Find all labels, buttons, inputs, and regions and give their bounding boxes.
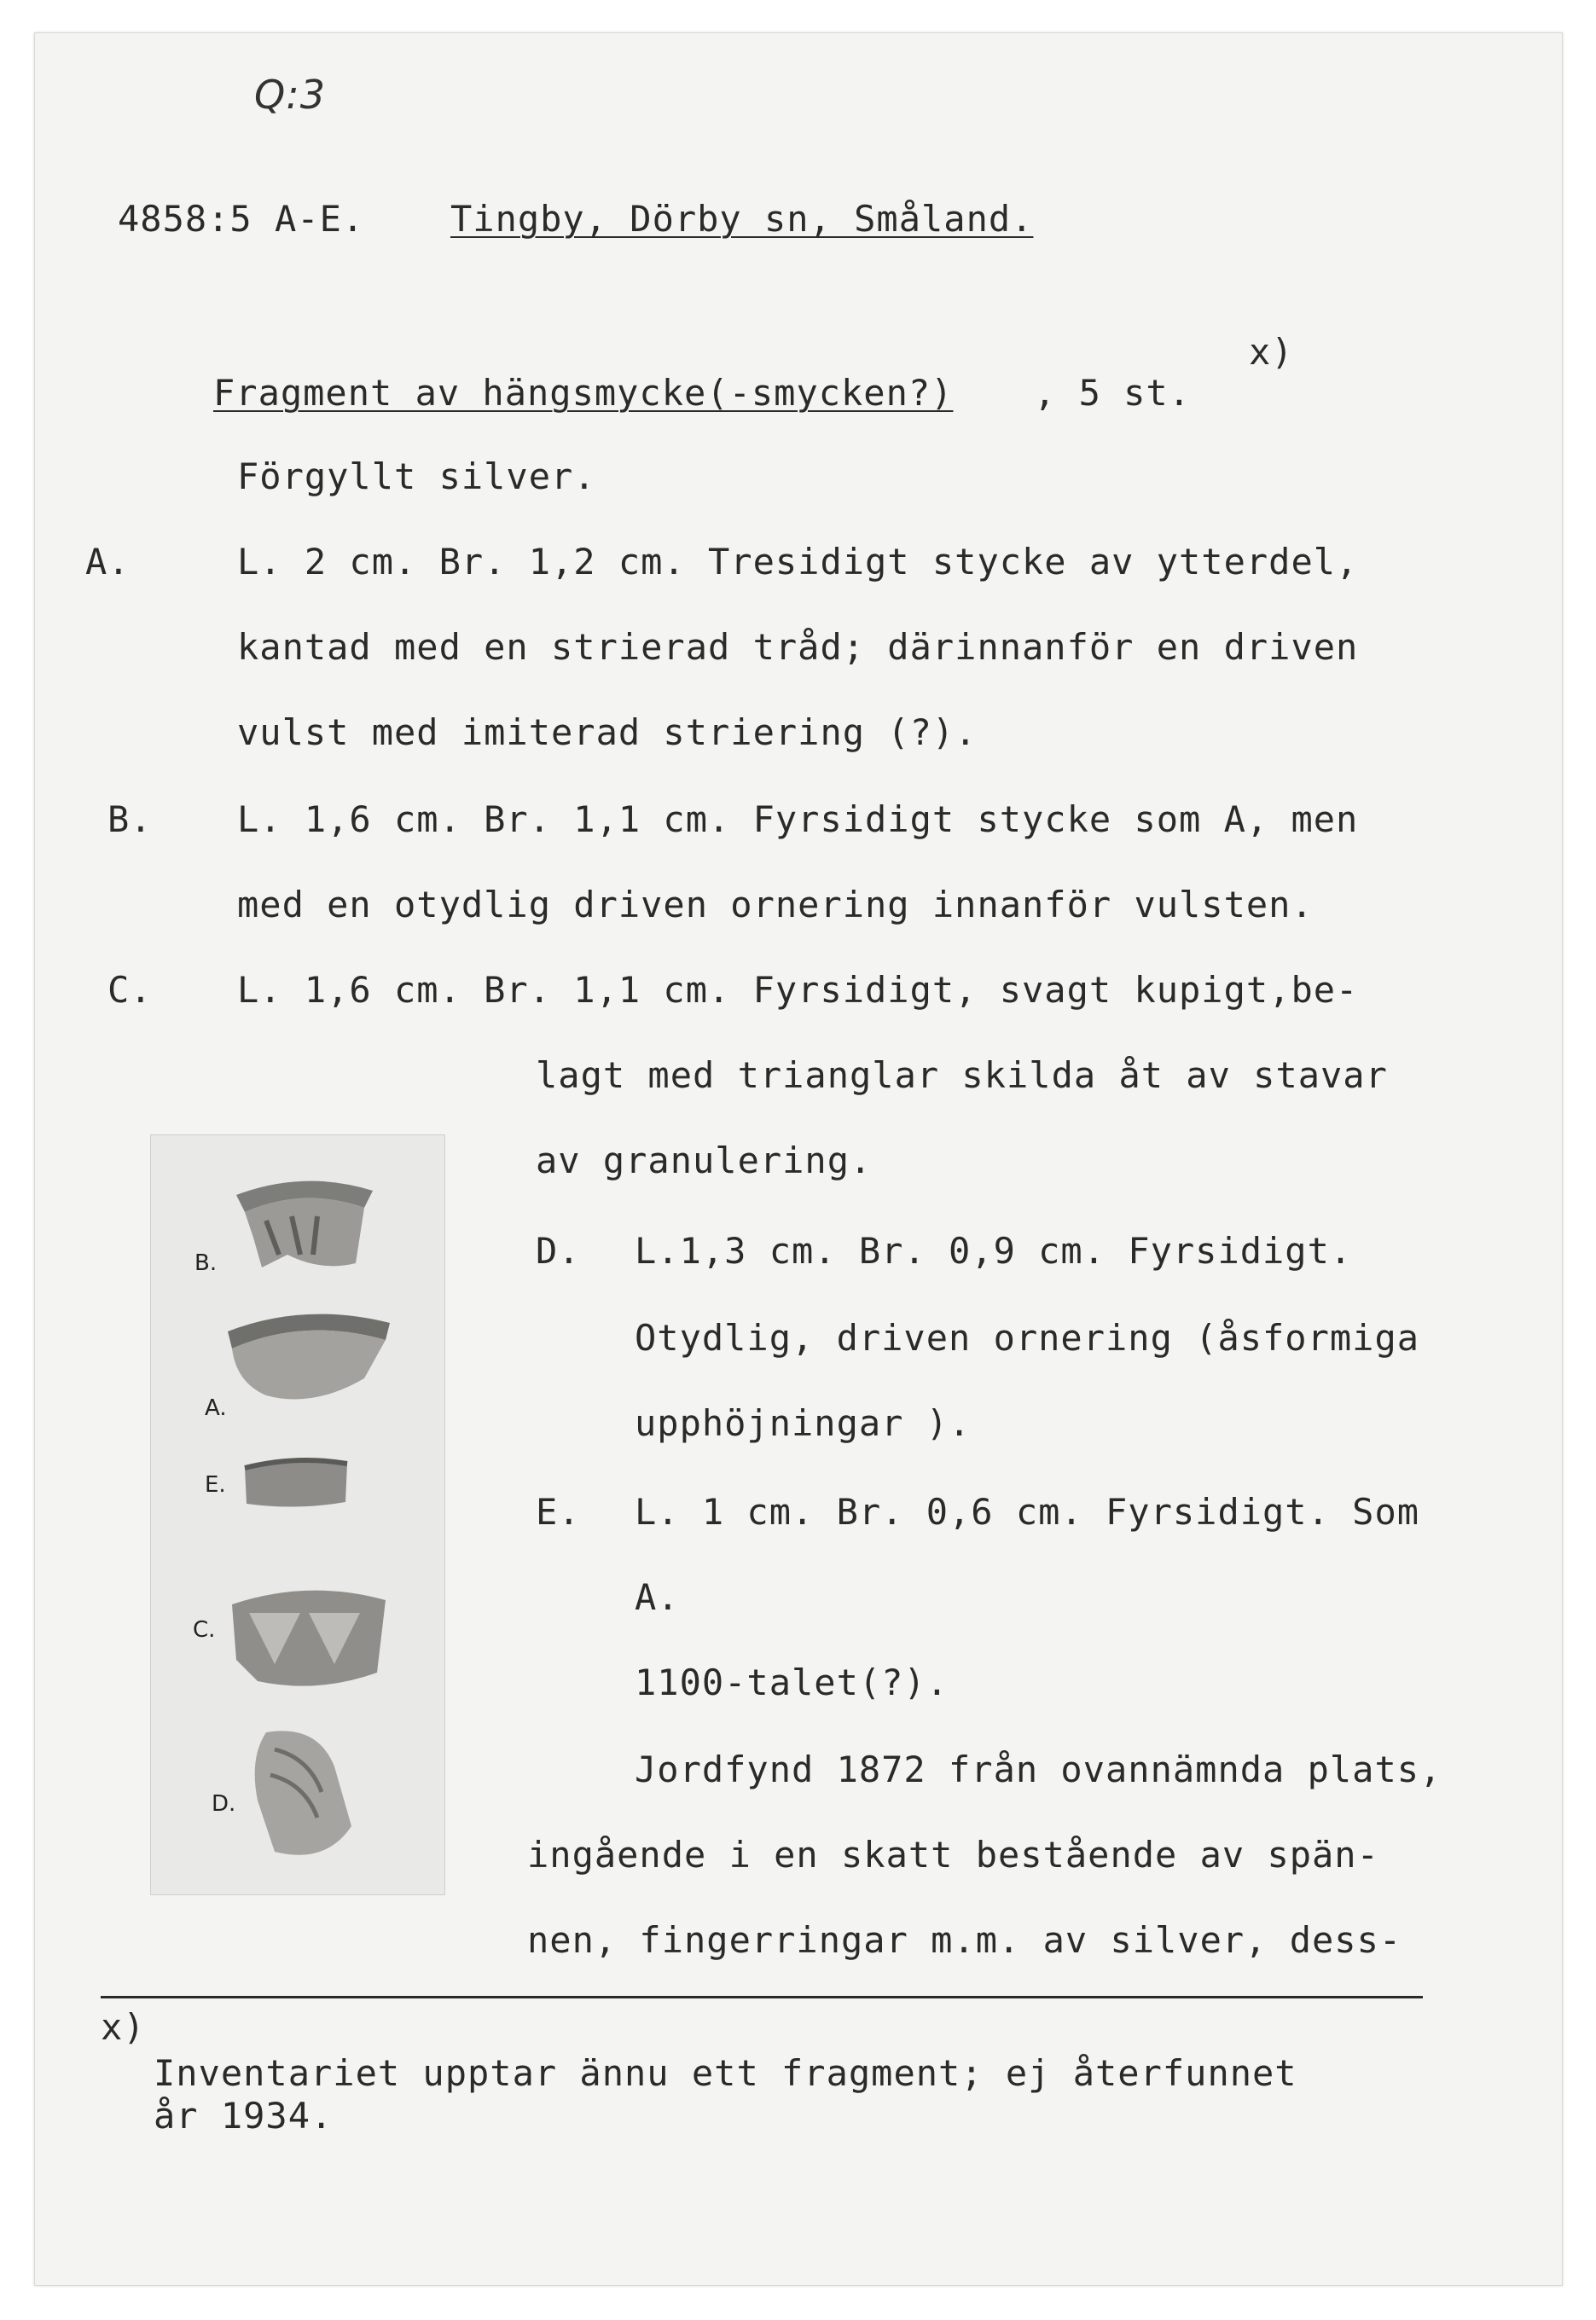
- photo-label-c: C.: [193, 1617, 216, 1643]
- entry-e-line-1: L. 1 cm. Br. 0,6 cm. Fyrsidigt. Som: [635, 1491, 1420, 1533]
- find-text-line-1: Jordfynd 1872 från ovannämnda plats,: [635, 1749, 1442, 1790]
- photo-label-d: D.: [212, 1791, 236, 1817]
- footnote-line-1: Inventariet upptar ännu ett fragment; ej återfunnet: [154, 2052, 1297, 2094]
- entry-a-letter: A.: [85, 541, 131, 583]
- entry-d-line-3: upphöjningar ).: [635, 1402, 972, 1444]
- entry-c-letter: C.: [107, 969, 153, 1011]
- entry-d-letter: D.: [536, 1230, 581, 1272]
- footnote-marker: x): [101, 2006, 146, 2048]
- entry-d-line-2: Otydlig, driven ornering (åsformiga: [635, 1317, 1420, 1359]
- entry-b-line-2: med en otydlig driven ornering innanför vulsten.: [237, 884, 1314, 925]
- photo-label-e: E.: [205, 1472, 226, 1498]
- entry-d-line-1: L.1,3 cm. Br. 0,9 cm. Fyrsidigt.: [635, 1230, 1353, 1272]
- fragments-photo: [150, 1134, 445, 1895]
- heading-place: Tingby, Dörby sn, Småland.: [450, 198, 1034, 240]
- fragment-d-image: [241, 1724, 369, 1869]
- entry-e-line-2: A.: [635, 1576, 680, 1618]
- object-title: Fragment av hängsmycke(-smycken?): [213, 372, 954, 414]
- entry-c-line-3: av granulering.: [536, 1140, 873, 1181]
- find-text-line-2: ingående i en skatt bestående av spän-: [527, 1834, 1379, 1876]
- entry-b-letter: B.: [107, 798, 153, 840]
- find-text-line-3: nen, fingerringar m.m. av silver, dess-: [527, 1919, 1402, 1961]
- fragment-c-image: [223, 1579, 394, 1698]
- entry-c-line-1: L. 1,6 cm. Br. 1,1 cm. Fyrsidigt, svagt kupigt,be-: [237, 969, 1359, 1011]
- entry-b-line-1: L. 1,6 cm. Br. 1,1 cm. Fyrsidigt stycke som A, men: [237, 798, 1359, 840]
- material: Förgyllt silver.: [237, 455, 596, 497]
- footnote-line-2: år 1934.: [154, 2095, 334, 2137]
- dating: 1100-talet(?).: [635, 1662, 949, 1703]
- photo-label-a: A.: [205, 1395, 227, 1421]
- fragment-b-image: [228, 1169, 381, 1280]
- entry-a-line-2: kantad med en strierad tråd; därinnanför en driven: [237, 626, 1359, 668]
- footnote-separator: [101, 1996, 1423, 1998]
- fragment-a-image: [219, 1302, 398, 1412]
- catalog-mark: Q:3: [254, 72, 326, 118]
- entry-a-line-1: L. 2 cm. Br. 1,2 cm. Tresidigt stycke av ytterdel,: [237, 541, 1359, 583]
- footnote-reference: x): [1249, 331, 1294, 373]
- entry-a-line-3: vulst med imiterad striering (?).: [237, 711, 978, 753]
- entry-e-letter: E.: [536, 1491, 581, 1533]
- object-count: , 5 st.: [1034, 372, 1192, 414]
- fragment-e-image: [236, 1451, 356, 1519]
- heading-number: 4858:5 A-E.: [118, 198, 365, 240]
- photo-label-b: B.: [194, 1250, 218, 1276]
- entry-c-line-2: lagt med trianglar skilda åt av stavar: [536, 1054, 1388, 1096]
